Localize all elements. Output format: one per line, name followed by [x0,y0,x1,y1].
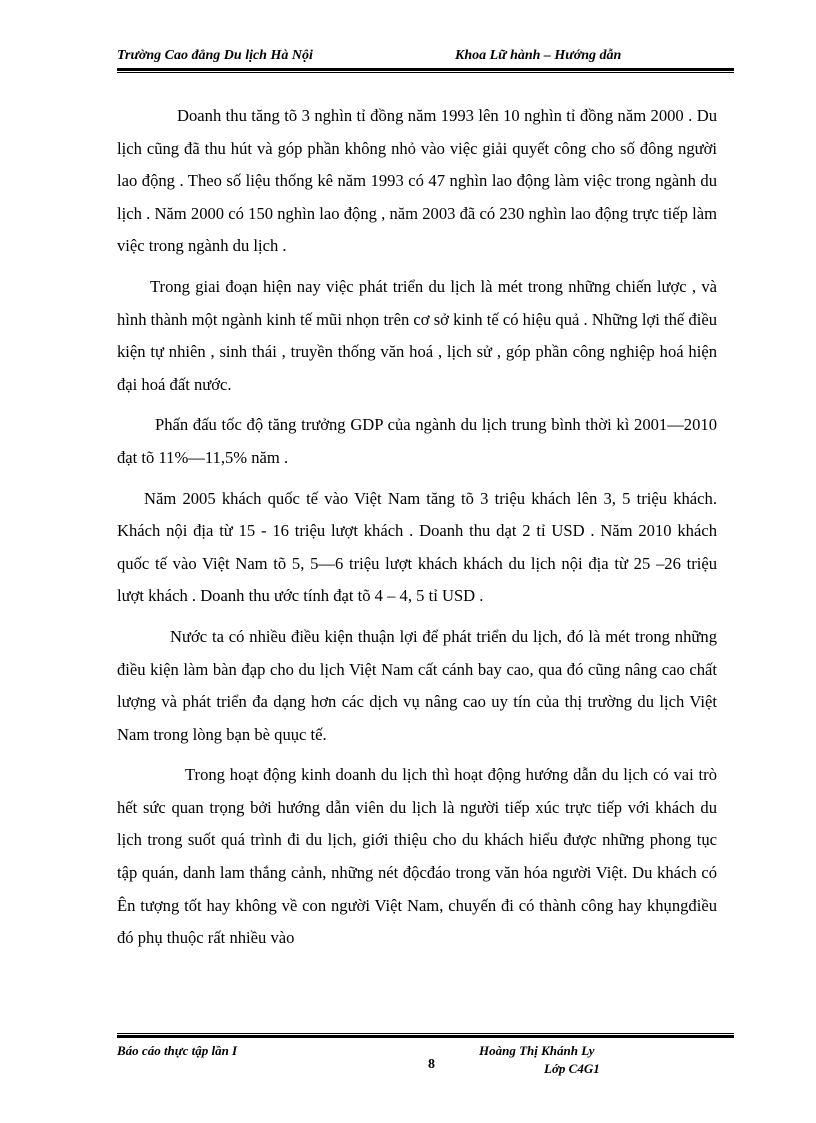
page-footer [117,1043,734,1083]
footer-class: Lớp C4G1 [544,1061,600,1076]
footer-divider [117,1033,734,1038]
paragraph-2: Trong giai đoạn hiện nay việc phát triển du lịch là mét trong những chiến lược , và hình thành một ngành kinh tế mũi nhọn trên cơ sở kinh tế có hiệu quả . Những lợi thế điều kiện tự nhiên , sinh thái , truyền thống văn hoá , lịch sử , góp phần công nghiệp hoá hiện đại hoá đất nước. [117,276,717,394]
paragraph-6: Trong hoạt động kinh doanh du lịch thì hoạt động hướng dẫn du lịch có vai trò hết sức quan trọng bởi hướng dẫn viên du lịch là người tiếp xúc trực tiếp với khách du lịch trong suốt quá trình đi du lịch, giới thiệu cho du khách hiểu được những phong tục tập quán, danh lam thắng cảnh, những nét độcđáo trong văn hóa người Việt. Du khách có Ên tượng tốt hay không về con người Việt Nam, chuyến đi có thành công hay khụngđiều đó phụ thuộc rất nhiều vào [117,765,717,948]
document-body [117,100,717,955]
paragraph-1: Doanh thu tăng tõ 3 nghìn tỉ đồng năm 1993 lên 10 nghìn tỉ đồng năm 2000 . Du lịch cũng đã thu hút và góp phần không nhỏ vào việc giải quyết công cho số đông người lao động . Theo số liệu thống kê năm 1993 có 47 nghìn lao động làm việc trong ngành du lịch . Năm 2000 có 150 nghìn lao động , năm 2003 đã có 230 nghìn lao động trực tiếp làm việc trong ngành du lịch . [117,106,717,256]
paragraph-3: Phấn đấu tốc độ tăng trưởng GDP của ngành du lịch trung bình thời kì 2001—2010 đạt tõ 11%—11,5% năm . [117,415,717,467]
page-header [117,48,734,68]
header-school-name: Trường Cao đẳng Du lịch Hà Nội [117,48,313,63]
header-divider [117,68,734,73]
page-number: 8 [428,1057,435,1072]
paragraph-5: Nước ta có nhiều điều kiện thuận lợi để phát triển du lịch, đó là mét trong những điều kiện làm bàn đạp cho du lịch Việt Nam cất cánh bay cao, qua đó cũng nâng cao chất lượng và phát triển đa dạng hơn các dịch vụ nâng cao uy tín của thị trường du lịch Việt Nam trong lòng bạn bè quục tế. [117,626,717,744]
header-department: Khoa Lữ hành – Hướng dẫn [455,48,622,63]
footer-report-title: Báo cáo thực tập lần I [117,1043,238,1058]
footer-author: Hoàng Thị Khánh Ly [479,1043,595,1058]
paragraph-4: Năm 2005 khách quốc tế vào Việt Nam tăng tõ 3 triệu khách lên 3, 5 triệu khách. Khách nội địa từ 15 - 16 triệu lượt khách . Doanh thu dạt 2 tỉ USD . Năm 2010 khách quốc tế vào Việt Nam tõ 5, 5—6 triệu lượt khách khách du lịch nội địa từ 25 –26 triệu lượt khách . Doanh thu ước tính đạt tõ 4 – 4, 5 tỉ USD . [117,488,717,606]
